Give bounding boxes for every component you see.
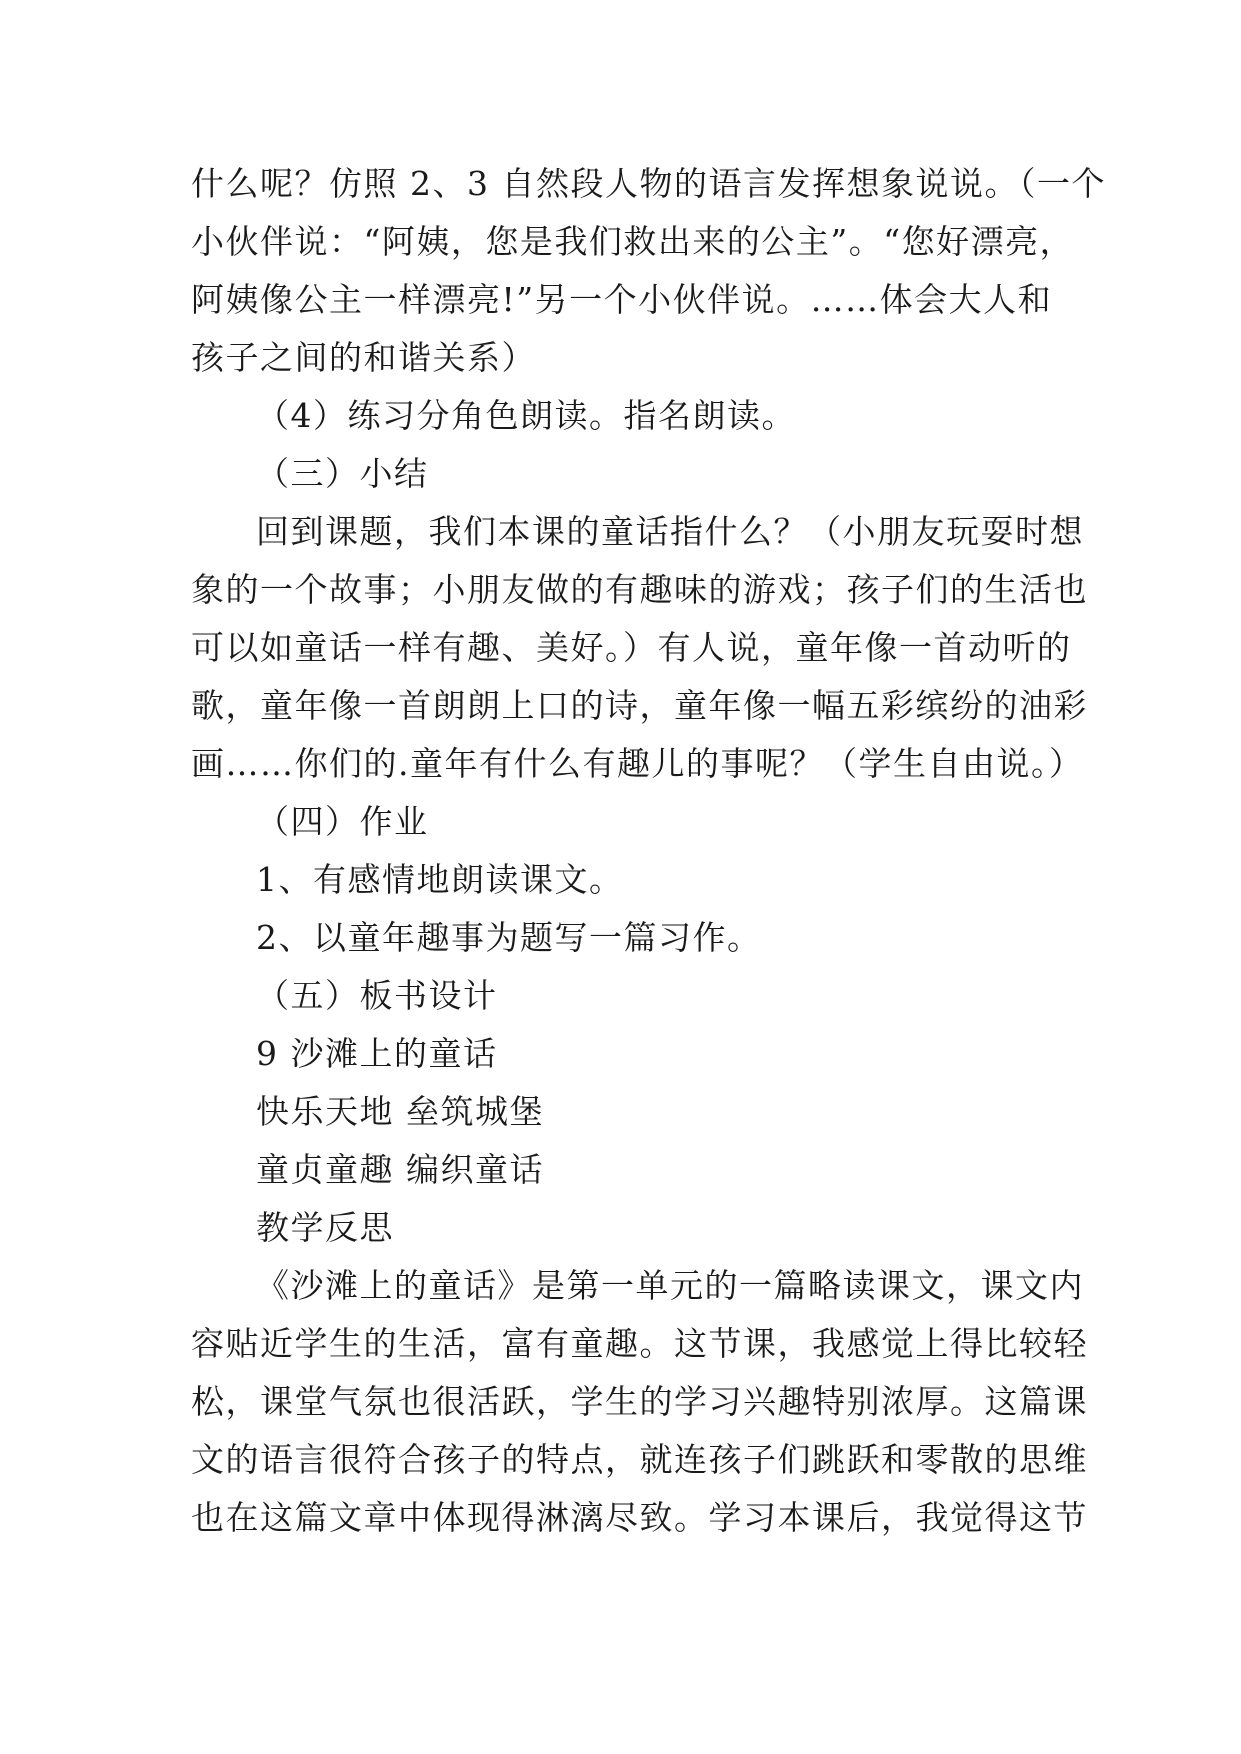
section-heading: （五）板书设计 <box>256 976 498 1015</box>
text-line: 阿姨像公主一样漂亮!”另一个小伙伴说。……体会大人和 <box>191 280 1053 319</box>
section-heading: （四）作业 <box>256 802 429 841</box>
text-line: 什么呢？仿照 2、3 自然段人物的语言发挥想象说说。（一个 <box>191 164 1106 203</box>
section-heading: 教学反思 <box>256 1208 394 1247</box>
text-line: 松，课堂气氛也很活跃，学生的学习兴趣特别浓厚。这篇课 <box>191 1382 1088 1421</box>
board-line: 9 沙滩上的童话 <box>256 1034 498 1073</box>
text-line: 小伙伴说：“阿姨，您是我们救出来的公主”。“您好漂亮， <box>191 222 1075 261</box>
board-line: 童贞童趣 编织童话 <box>256 1150 544 1189</box>
list-item: 2、以童年趣事为题写一篇习作。 <box>256 918 762 957</box>
text-line: 也在这篇文章中体现得淋漓尽致。学习本课后，我觉得这节 <box>191 1498 1088 1537</box>
list-item: 1、有感情地朗读课文。 <box>256 860 624 899</box>
text-line: 容贴近学生的生活，富有童趣。这节课，我感觉上得比较轻 <box>191 1324 1088 1363</box>
text-line: 歌，童年像一首朗朗上口的诗，童年像一幅五彩缤纷的油彩 <box>191 686 1088 725</box>
board-line: 快乐天地 垒筑城堡 <box>256 1092 544 1131</box>
text-line: 画……你们的.童年有什么有趣儿的事呢？（学生自由说。） <box>191 744 1084 783</box>
section-heading: （三）小结 <box>256 454 429 493</box>
text-line: 《沙滩上的童话》是第一单元的一篇略读课文，课文内 <box>256 1266 1084 1305</box>
text-line: （4）练习分角色朗读。指名朗读。 <box>256 396 796 435</box>
text-line: 回到课题，我们本课的童话指什么？（小朋友玩耍时想 <box>256 512 1084 551</box>
text-line: 孩子之间的和谐关系） <box>191 338 536 377</box>
text-line: 可以如童话一样有趣、美好。）有人说，童年像一首动听的 <box>191 628 1072 667</box>
text-line: 文的语言很符合孩子的特点，就连孩子们跳跃和零散的思维 <box>191 1440 1088 1479</box>
text-line: 象的一个故事；小朋友做的有趣味的游戏；孩子们的生活也 <box>191 570 1088 609</box>
